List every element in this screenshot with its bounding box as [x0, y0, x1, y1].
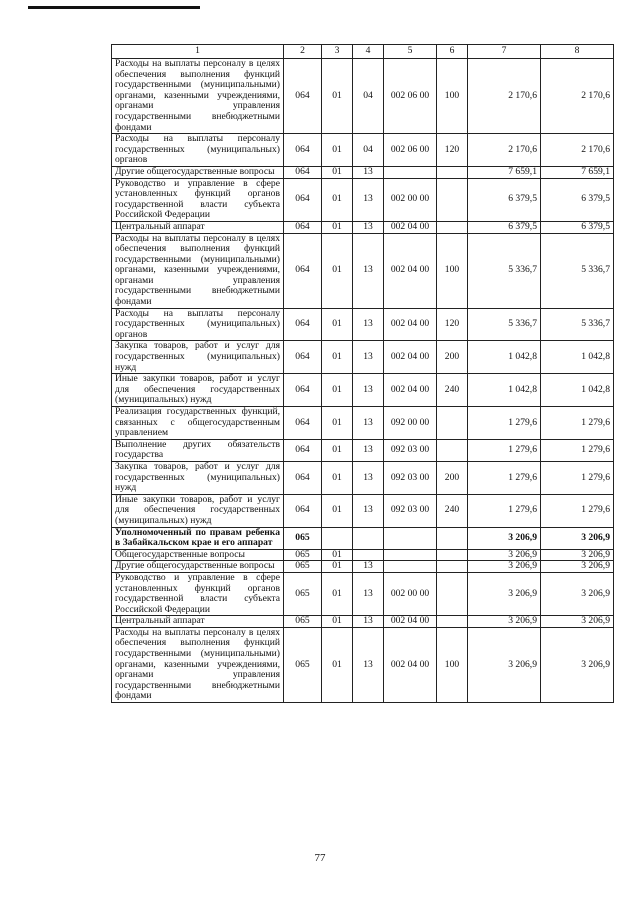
subsection: 13 — [353, 572, 384, 615]
table-row — [112, 527, 614, 549]
amount-2: 3 206,9 — [541, 627, 614, 702]
table-row — [112, 166, 614, 178]
target-article: 002 04 00 — [384, 374, 437, 407]
section: 01 — [322, 341, 353, 374]
section: 01 — [322, 233, 353, 308]
row-name: Закупка товаров, работ и услуг для государственных (муниципальных) нужд — [112, 461, 284, 494]
col-header: 4 — [353, 45, 384, 59]
header-rule — [28, 6, 200, 9]
amount-2: 1 279,6 — [541, 407, 614, 440]
row-name: Расходы на выплаты персоналу в целях обеспечения выполнения функций государственными (муниципальными) органами, казенными учреждениями, органами управления государственными внебюджетными фондами — [112, 233, 284, 308]
subsection: 13 — [353, 233, 384, 308]
amount-1: 3 206,9 — [468, 572, 541, 615]
amount-1: 7 659,1 — [468, 166, 541, 178]
amount-2: 3 206,9 — [541, 549, 614, 561]
subsection: 13 — [353, 341, 384, 374]
table-row — [112, 627, 614, 702]
row-name: Расходы на выплаты персоналу государственных (муниципальных) органов — [112, 308, 284, 341]
table-row — [112, 407, 614, 440]
expense-type — [437, 616, 468, 628]
target-article — [384, 549, 437, 561]
admin-code: 064 — [284, 374, 322, 407]
section: 01 — [322, 494, 353, 527]
table-row — [112, 221, 614, 233]
header-row — [112, 45, 614, 59]
section: 01 — [322, 461, 353, 494]
target-article: 002 04 00 — [384, 627, 437, 702]
expense-type — [437, 221, 468, 233]
target-article: 092 00 00 — [384, 407, 437, 440]
subsection: 13 — [353, 439, 384, 461]
amount-1: 1 279,6 — [468, 439, 541, 461]
amount-1: 1 042,8 — [468, 374, 541, 407]
row-name: Уполномоченный по правам ребенка в Забайкальском крае и его аппарат — [112, 527, 284, 549]
expense-type: 100 — [437, 59, 468, 134]
admin-code: 065 — [284, 527, 322, 549]
admin-code: 065 — [284, 549, 322, 561]
section: 01 — [322, 59, 353, 134]
expense-type: 200 — [437, 461, 468, 494]
subsection: 04 — [353, 134, 384, 167]
amount-1: 1 279,6 — [468, 407, 541, 440]
amount-2: 5 336,7 — [541, 308, 614, 341]
table-row — [112, 341, 614, 374]
amount-2: 2 170,6 — [541, 134, 614, 167]
amount-1: 1 279,6 — [468, 461, 541, 494]
subsection: 13 — [353, 166, 384, 178]
amount-2: 3 206,9 — [541, 572, 614, 615]
table-row — [112, 134, 614, 167]
section: 01 — [322, 439, 353, 461]
subsection: 13 — [353, 461, 384, 494]
expense-type: 240 — [437, 494, 468, 527]
amount-2: 3 206,9 — [541, 616, 614, 628]
amount-2: 6 379,5 — [541, 178, 614, 221]
subsection: 04 — [353, 59, 384, 134]
row-name: Руководство и управление в сфере установленных функций органов государственной власти субъекта Российской Федерации — [112, 178, 284, 221]
admin-code: 064 — [284, 494, 322, 527]
target-article: 002 04 00 — [384, 616, 437, 628]
expense-type: 120 — [437, 308, 468, 341]
col-header: 2 — [284, 45, 322, 59]
amount-2: 3 206,9 — [541, 527, 614, 549]
amount-2: 1 279,6 — [541, 461, 614, 494]
admin-code: 064 — [284, 134, 322, 167]
table-row — [112, 308, 614, 341]
admin-code: 064 — [284, 341, 322, 374]
amount-1: 2 170,6 — [468, 134, 541, 167]
row-name: Расходы на выплаты персоналу в целях обеспечения выполнения функций государственными (муниципальными) органами, казенными учреждениями, органами управления государственными внебюджетными фондами — [112, 59, 284, 134]
subsection: 13 — [353, 561, 384, 573]
admin-code: 064 — [284, 178, 322, 221]
amount-1: 3 206,9 — [468, 527, 541, 549]
table-body — [112, 59, 614, 703]
subsection — [353, 527, 384, 549]
table-row — [112, 233, 614, 308]
section: 01 — [322, 561, 353, 573]
table-row — [112, 494, 614, 527]
admin-code: 064 — [284, 233, 322, 308]
col-header: 3 — [322, 45, 353, 59]
expense-type: 200 — [437, 341, 468, 374]
section: 01 — [322, 374, 353, 407]
amount-1: 3 206,9 — [468, 549, 541, 561]
table-row — [112, 572, 614, 615]
table-row — [112, 374, 614, 407]
page-number: 77 — [314, 852, 326, 864]
target-article — [384, 561, 437, 573]
target-article: 092 03 00 — [384, 461, 437, 494]
target-article: 002 06 00 — [384, 134, 437, 167]
row-name: Иные закупки товаров, работ и услуг для обеспечения государственных (муниципальных) нужд — [112, 374, 284, 407]
amount-2: 1 042,8 — [541, 374, 614, 407]
row-name: Руководство и управление в сфере установленных функций органов государственной власти субъекта Российской Федерации — [112, 572, 284, 615]
row-name: Закупка товаров, работ и услуг для государственных (муниципальных) нужд — [112, 341, 284, 374]
expense-type — [437, 549, 468, 561]
table-row — [112, 59, 614, 134]
amount-1: 3 206,9 — [468, 561, 541, 573]
amount-1: 6 379,5 — [468, 221, 541, 233]
table-row — [112, 461, 614, 494]
subsection: 13 — [353, 616, 384, 628]
amount-1: 1 279,6 — [468, 494, 541, 527]
col-header: 8 — [541, 45, 614, 59]
amount-2: 5 336,7 — [541, 233, 614, 308]
expense-type: 100 — [437, 233, 468, 308]
amount-1: 5 336,7 — [468, 308, 541, 341]
target-article — [384, 166, 437, 178]
section: 01 — [322, 308, 353, 341]
table-row — [112, 549, 614, 561]
table-row — [112, 439, 614, 461]
subsection: 13 — [353, 627, 384, 702]
expense-type: 100 — [437, 627, 468, 702]
admin-code: 064 — [284, 308, 322, 341]
amount-2: 1 042,8 — [541, 341, 614, 374]
subsection: 13 — [353, 494, 384, 527]
target-article: 002 00 00 — [384, 572, 437, 615]
table-row — [112, 178, 614, 221]
amount-2: 7 659,1 — [541, 166, 614, 178]
target-article: 002 04 00 — [384, 221, 437, 233]
budget-table — [111, 44, 614, 703]
subsection: 13 — [353, 308, 384, 341]
amount-2: 1 279,6 — [541, 439, 614, 461]
expense-type — [437, 439, 468, 461]
admin-code: 065 — [284, 561, 322, 573]
col-header: 1 — [112, 45, 284, 59]
col-header: 7 — [468, 45, 541, 59]
section: 01 — [322, 572, 353, 615]
row-name: Выполнение других обязательств государства — [112, 439, 284, 461]
admin-code: 065 — [284, 627, 322, 702]
target-article: 002 04 00 — [384, 233, 437, 308]
col-header: 6 — [437, 45, 468, 59]
section: 01 — [322, 616, 353, 628]
amount-1: 1 042,8 — [468, 341, 541, 374]
row-name: Расходы на выплаты персоналу государственных (муниципальных) органов — [112, 134, 284, 167]
row-name: Реализация государственных функций, связанных с общегосударственным управлением — [112, 407, 284, 440]
target-article: 002 04 00 — [384, 341, 437, 374]
section: 01 — [322, 178, 353, 221]
target-article: 092 03 00 — [384, 494, 437, 527]
table-row — [112, 561, 614, 573]
section: 01 — [322, 221, 353, 233]
admin-code: 065 — [284, 616, 322, 628]
amount-1: 3 206,9 — [468, 616, 541, 628]
col-header: 5 — [384, 45, 437, 59]
row-name: Иные закупки товаров, работ и услуг для обеспечения государственных (муниципальных) нужд — [112, 494, 284, 527]
amount-2: 1 279,6 — [541, 494, 614, 527]
amount-2: 2 170,6 — [541, 59, 614, 134]
amount-2: 3 206,9 — [541, 561, 614, 573]
amount-1: 3 206,9 — [468, 627, 541, 702]
target-article — [384, 527, 437, 549]
target-article: 002 00 00 — [384, 178, 437, 221]
amount-2: 6 379,5 — [541, 221, 614, 233]
expense-type: 240 — [437, 374, 468, 407]
section: 01 — [322, 549, 353, 561]
admin-code: 064 — [284, 221, 322, 233]
row-name: Центральный аппарат — [112, 616, 284, 628]
amount-1: 5 336,7 — [468, 233, 541, 308]
amount-1: 6 379,5 — [468, 178, 541, 221]
row-name: Другие общегосударственные вопросы — [112, 561, 284, 573]
target-article: 002 04 00 — [384, 308, 437, 341]
expense-type — [437, 561, 468, 573]
subsection: 13 — [353, 221, 384, 233]
expense-type: 120 — [437, 134, 468, 167]
section: 01 — [322, 134, 353, 167]
section: 01 — [322, 407, 353, 440]
table-row — [112, 616, 614, 628]
expense-type — [437, 178, 468, 221]
admin-code: 064 — [284, 407, 322, 440]
row-name: Общегосударственные вопросы — [112, 549, 284, 561]
subsection — [353, 549, 384, 561]
expense-type — [437, 166, 468, 178]
expense-type — [437, 407, 468, 440]
expense-type — [437, 527, 468, 549]
section: 01 — [322, 627, 353, 702]
section: 01 — [322, 166, 353, 178]
admin-code: 064 — [284, 439, 322, 461]
amount-1: 2 170,6 — [468, 59, 541, 134]
admin-code: 064 — [284, 461, 322, 494]
section — [322, 527, 353, 549]
expense-type — [437, 572, 468, 615]
admin-code: 064 — [284, 166, 322, 178]
admin-code: 064 — [284, 59, 322, 134]
subsection: 13 — [353, 178, 384, 221]
admin-code: 065 — [284, 572, 322, 615]
target-article: 002 06 00 — [384, 59, 437, 134]
row-name: Расходы на выплаты персоналу в целях обеспечения выполнения функций государственными (муниципальными) органами, казенными учреждениями, органами управления государственными внебюджетными фондами — [112, 627, 284, 702]
row-name: Центральный аппарат — [112, 221, 284, 233]
target-article: 092 03 00 — [384, 439, 437, 461]
row-name: Другие общегосударственные вопросы — [112, 166, 284, 178]
subsection: 13 — [353, 374, 384, 407]
subsection: 13 — [353, 407, 384, 440]
